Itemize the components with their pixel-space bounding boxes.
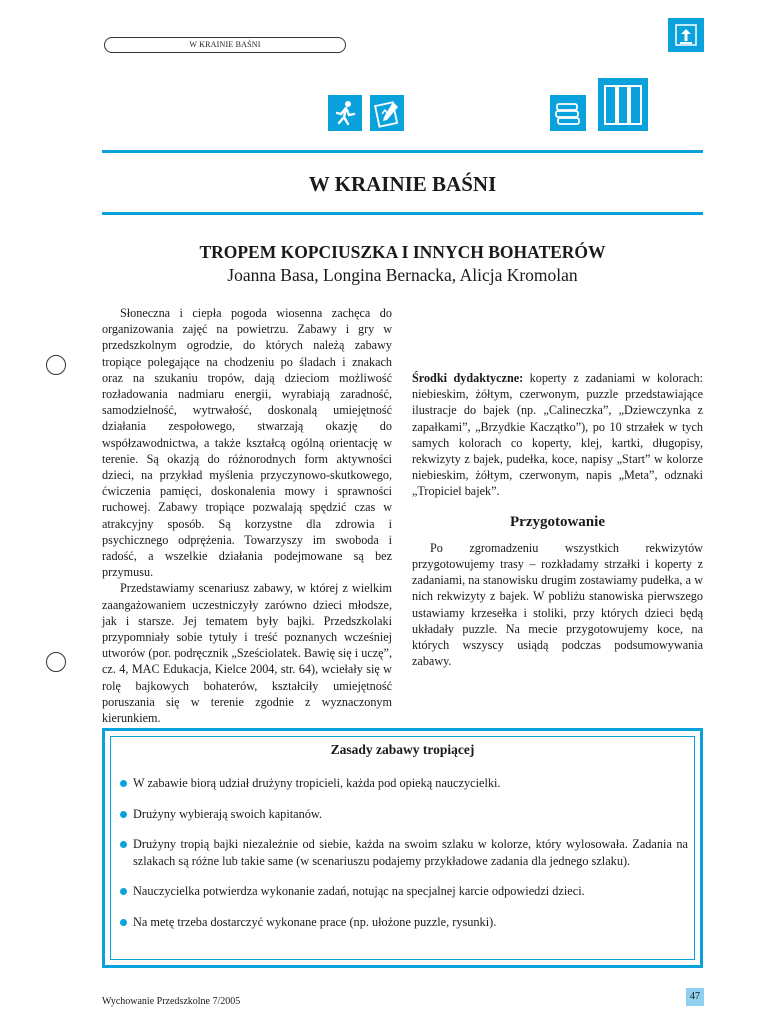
running-person-icon [332,99,358,127]
top-nav-button[interactable] [668,18,704,52]
materials-text: koperty z zadaniami w kolorach: niebieskim, żółtym, czerwonym, puzzle przedstawiające ilustracje do bajek (np. „Calineczka”, „Dziewczynka z zapałkami”, „Brzydkie Kaczątko”), po 10 strzałek w tych samych kolorach co koperty, klej, kartki, długopisy, rekwizyty z bajek, pudełka, koce, napisy „Start” w kolorze niebieskim, żółtym, czerwonym, napis „Meta”, odznaki „Tropiciel bajek”. [412,371,703,499]
bullet-icon [120,780,127,787]
preparation-heading: Przygotowanie [510,513,605,530]
bullet-icon [120,841,127,848]
clipboard-pencil-icon [373,98,401,128]
materials-label: Środki dydaktyczne: [412,371,524,385]
arrow-up-to-bar-icon [673,22,699,48]
rules-title: Zasady zabawy tropiącej [330,742,475,757]
list-item: Na metę trzeba dostarczyć wykonane prace (np. ułożone puzzle, rysunki). [120,914,688,931]
preparation-paragraph: Po zgromadzeniu wszystkich rekwizytów przygotowujemy trasy – rozkładamy strzałki i koperty z zadaniami, na stanowisku drugim zostawiamy pudełka, a w nich rekwizyty z bajek. W pobliżu stanowiska pierwszego ustawiamy krzesełka i stoliki, przy których dzieci będą układały puzzle. Na mecie przygotowujemy koce, na których wszyscy usiądą podczas podsumowywania zabawy. [412,540,703,669]
bullet-icon [120,919,127,926]
article-authors: Joanna Basa, Longina Bernacka, Alicja Kromolan [227,265,578,285]
right-column [412,370,703,669]
activity-icon-books [550,95,586,131]
activity-icon-clipboard [370,95,404,131]
article-subtitle: TROPEM KOPCIUSZKA I INNYCH BOHATERÓW [199,242,606,262]
margin-hole-upper [46,355,66,375]
activity-icon-panels [598,78,648,131]
materials-paragraph [412,370,703,500]
stacked-books-icon [553,99,583,127]
left-column [102,305,392,726]
list-item: Drużyny wybierają swoich kapitanów. [120,806,688,823]
page-title: W KRAINIE BAŚNI [308,172,497,196]
journal-footer: Wychowanie Przedszkolne 7/2005 [102,996,241,1007]
page-number: 47 [686,988,704,1006]
bullet-icon [120,888,127,895]
margin-hole-lower [46,652,66,672]
title-top-rule [102,150,703,153]
list-item: Nauczycielka potwierdza wykonanie zadań, notując na specjalnej karcie odpowiedzi dzieci. [120,883,688,900]
bullet-icon [120,811,127,818]
list-item: W zabawie biorą udział drużyny tropicieli, każda pod opieką nauczycielki. [120,775,688,792]
running-header: W KRAINIE BAŚNI [104,37,346,53]
scenario-paragraph: Przedstawiamy scenariusz zabawy, w której z wielkim zaangażowaniem uczestniczyły zarówno dzieci młodsze, jak i starsze. Jej tematem były bajki. Przedszkolaki przypomniały sobie tytuły i treść poznanych wcześniej utworów (por. podręcznik „Sześciolatek. Bawię się i uczę”, cz. 4, MAC Edukacja, Kielce 2004, str. 64), wciełały się w rolę bajkowych bohaterów, kształciły umiejętność poruszania się w terenie zgodnie z wyznaczonym kierunkiem. [102,581,392,726]
intro-paragraph: Słoneczna i ciepła pogoda wiosenna zachęca do organizowania zajęć na powietrzu. Zabawy i gry w przedszkolnym ogrodzie, do których należą zabawy tropiące polegające na chodzeniu po śladach i znakach oraz na szukaniu tropów, dają dzieciom możliwość rozładowania nadmiaru energii, wyrabiają zaradność, samodzielność, wytrwałość, doskonalą umiejętność działania zespołowego, stwarzają okazję do współzawodnictwa, a także kształcą ogólną orientację w terenie. Są okazją do różnorodnych form aktywności dzieci, na przykład myślenia przyczynowo-skutkowego, ćwiczenia pamięci, doskonalenia mowy i sprawności ruchowej. Zabawy tropiące pozwalają spędzić czas w atrakcyjny sposób. Są korzystne dla zdrowia i psychicznego odprężenia. Towarzyszy im swoboda i radość, a wszelkie działania podejmowane są bez przymusu. [102,306,392,580]
folding-panels-icon [602,82,644,128]
title-bottom-rule [102,212,703,215]
activity-icon-running [328,95,362,131]
list-item: Drużyny tropią bajki niezależnie od siebie, każda na swoim szlaku w kolorze, który wylosowała. Zadania na szlakach są różne lub takie same (w scenariuszu podajemy przykładowe zadania dla jednego szlaku). [120,836,688,869]
rules-list [120,775,688,944]
